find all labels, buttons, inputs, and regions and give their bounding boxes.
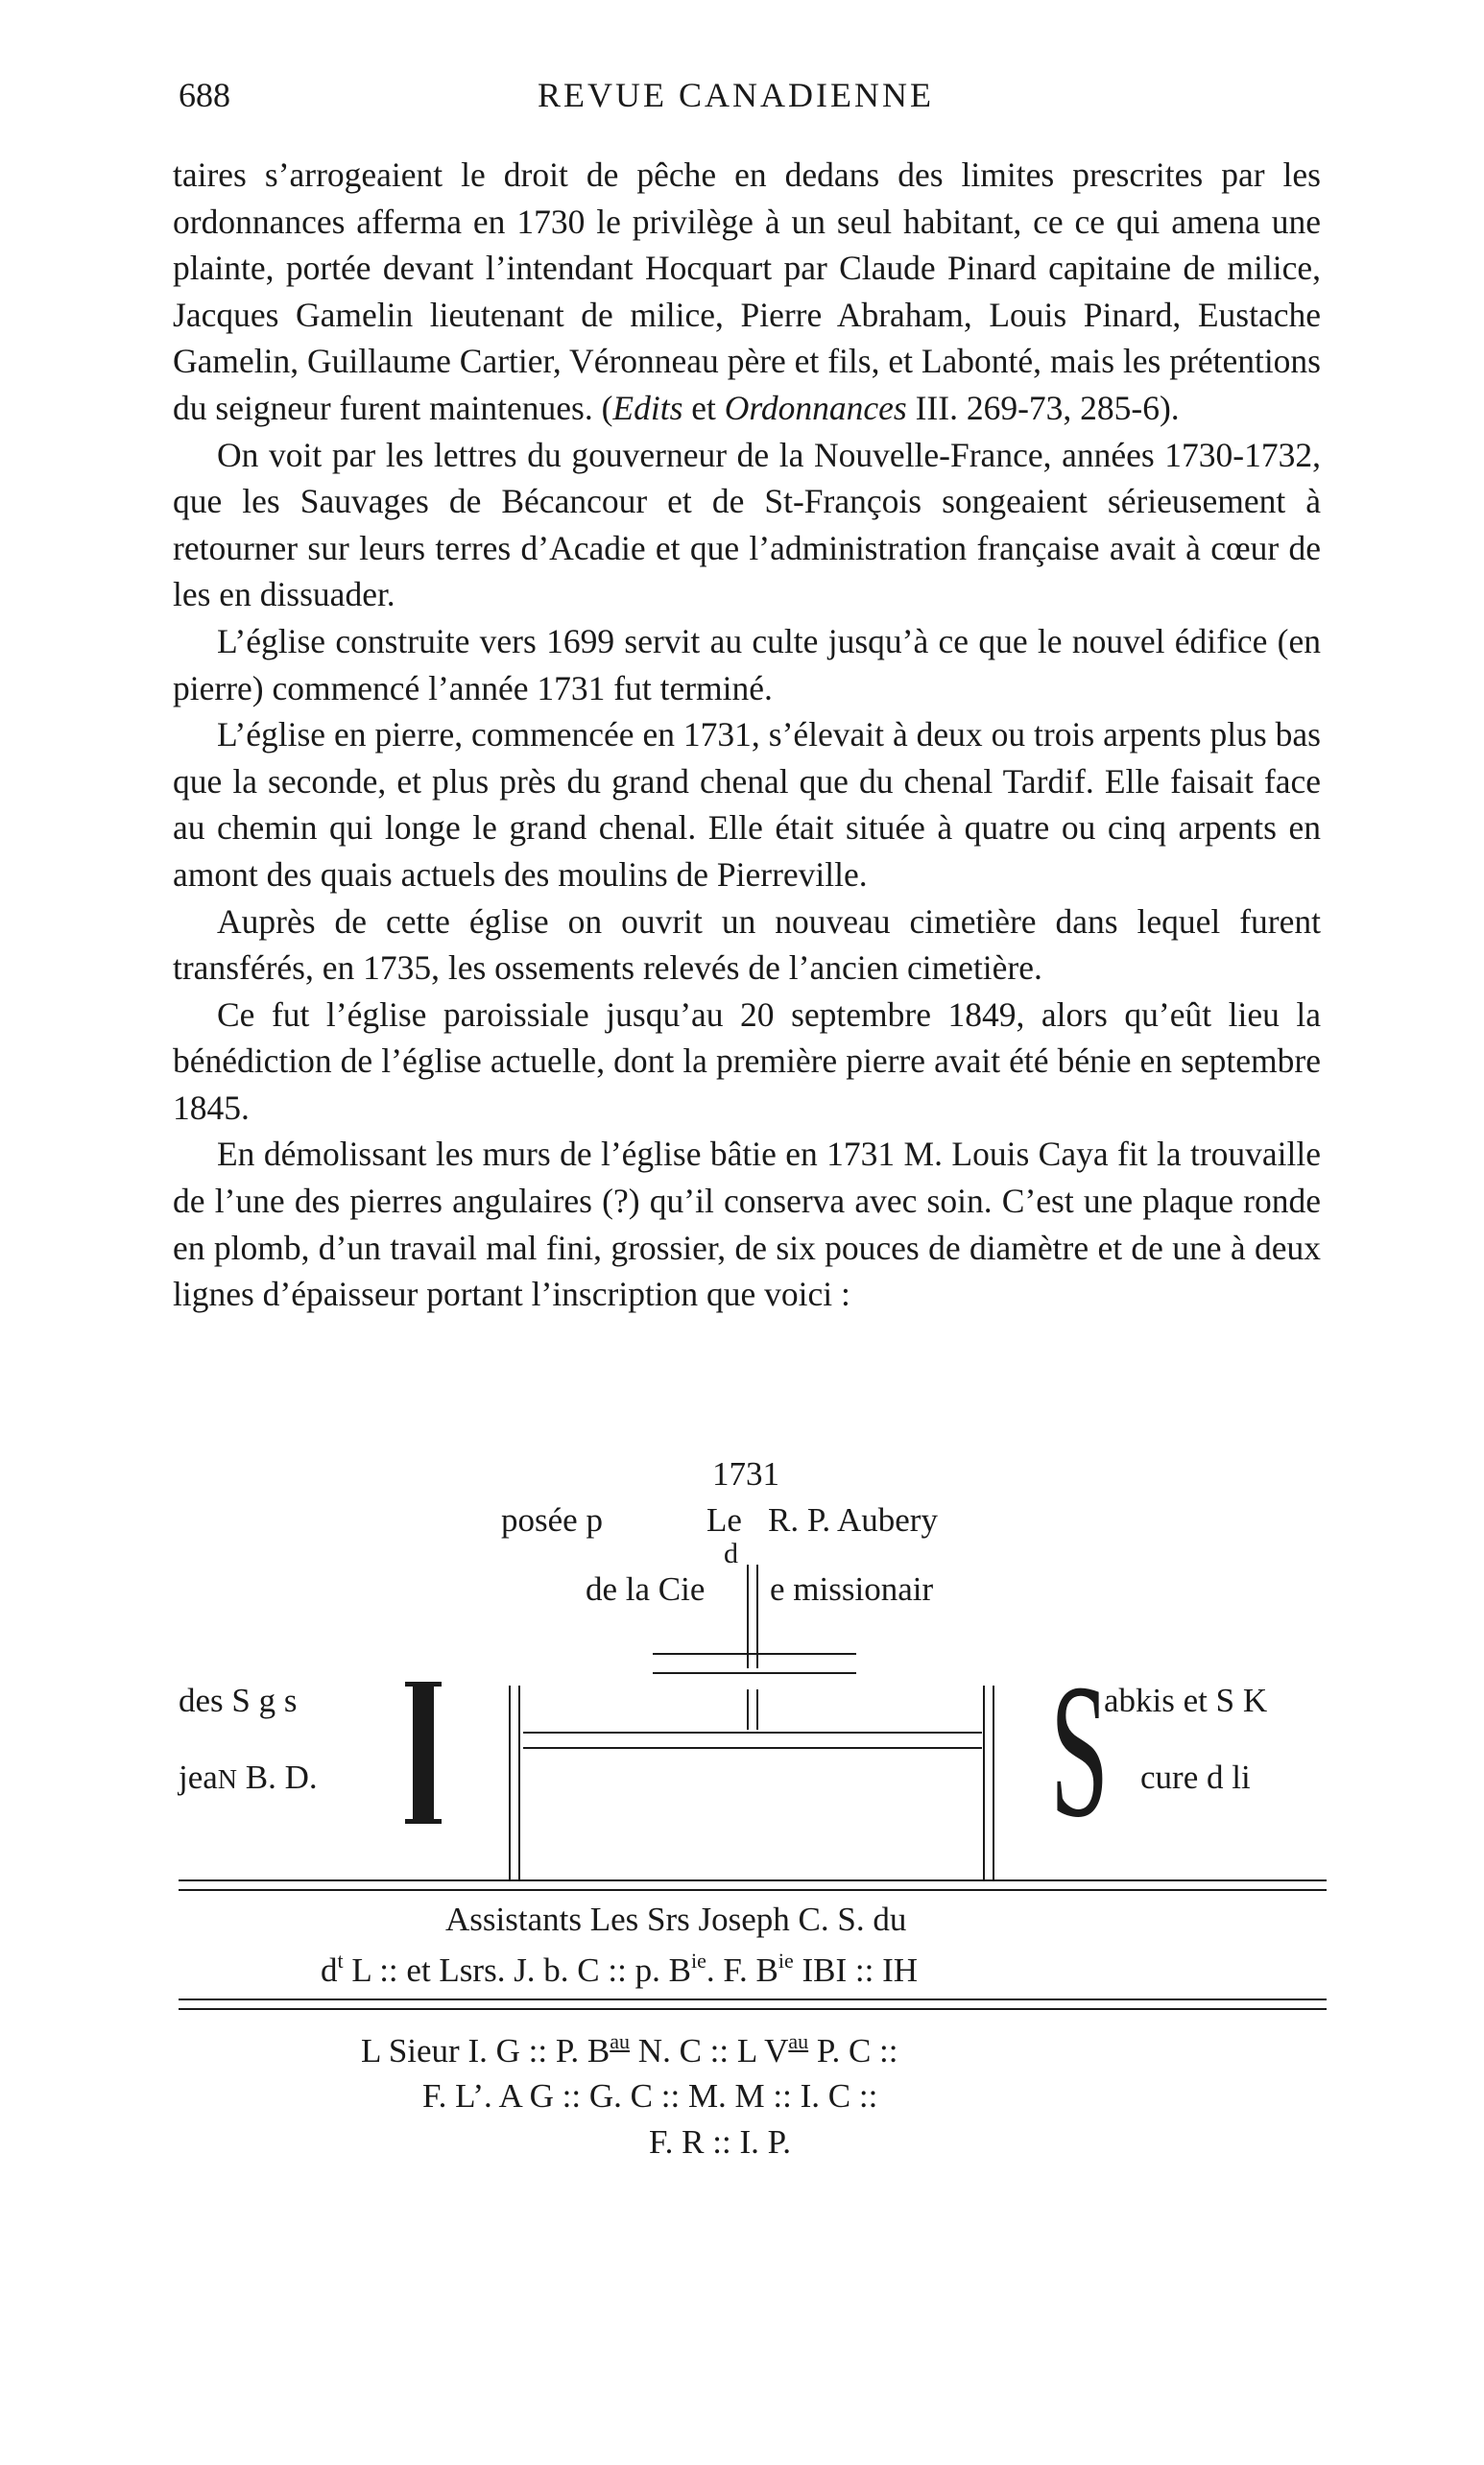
inscription-de-la-cie: de la Cie — [586, 1570, 706, 1608]
paragraph-1-mid: et — [682, 388, 725, 427]
paragraph-1-text: taires s’arrogeaient le droit de pêche en dedans des limites prescrites par les ordonnances afferma en 1730 le privilège à un seul habitant, ce ce qui amena une plainte, portée devant l’intendant Hocquart par Claude Pinard capitaine de milice, Jacques Gamelin lieutenant de milice, Pierre Abraham, Louis Pinard, Eustache Gamelin, Guillaume Cartier, Véronneau père et fils, et Labonté, mais les prétentions du seigneur furent maintenues. ( — [173, 156, 1321, 427]
inscription-line-2 — [321, 1949, 918, 1990]
frame-right-outer — [993, 1686, 994, 1879]
frame-left-outer — [509, 1686, 511, 1879]
inscription-d: d — [724, 1538, 738, 1569]
big-letter-s: S — [1050, 1645, 1110, 1857]
frame-left-inner — [518, 1686, 520, 1879]
inscription-line-4: F. L’. A G :: G. C :: M. M :: I. C :: — [422, 2077, 878, 2115]
paragraph-5: Auprès de cette église on ouvrit un nouveau cimetière dans lequel furent transférés, en 1735, les ossements relevés de l’ancien cimetière. — [173, 901, 1321, 988]
cross-stem-right — [756, 1689, 758, 1730]
frame-bar-top — [523, 1732, 982, 1734]
big-letter-i — [413, 1682, 434, 1824]
rule-2b — [179, 2008, 1327, 2010]
rule-1b — [179, 1889, 1327, 1891]
paragraph-3: L’église construite vers 1699 servit au culte jusqu’à ce que le nouvel édifice (en pierre) commencé l’année 1731 fut terminé. — [173, 621, 1321, 707]
jean-part-a: jea — [179, 1759, 218, 1796]
line2-sup-t: t — [337, 1949, 344, 1973]
line2-sup-ie-2: ie — [778, 1949, 794, 1973]
paragraph-1-end: III. 269-73, 285-6). — [906, 388, 1180, 427]
inscription-posee: posée p — [501, 1501, 603, 1539]
line2-sup-ie-1: ie — [690, 1949, 706, 1973]
line2-c: L :: et Lsrs. J. b. C :: p. B — [343, 1951, 691, 1989]
inscription-abkis: abkis et S K — [1104, 1682, 1268, 1719]
paragraph-7: En démolissant les murs de l’église bâtie en 1731 M. Louis Caya fit la trouvaille de l’une des pierres angulaires (?) qu’il conserva avec soin. C’est une plaque ronde en plomb, d’un travail mal fini, grossier, de six pouces de diamètre et de une à deux lignes d’épaisseur portant l’inscription que voici : — [173, 1135, 1321, 1314]
rule-1a — [179, 1879, 1327, 1881]
page-number: 688 — [179, 76, 230, 114]
inscription-missionair: e missionair — [770, 1570, 934, 1608]
line2-a: d — [321, 1951, 338, 1989]
line3-a: L Sieur I. G :: P. B — [361, 2032, 610, 2070]
paragraph-6: Ce fut l’église paroissiale jusqu’au 20 septembre 1849, alors qu’eût lieu la bénédiction de l’église actuelle, dont la première pierre avait été bénie en septembre 1845. — [173, 994, 1321, 1127]
line3-sup-au-2: au — [788, 2029, 809, 2053]
cross-bar-top — [653, 1653, 856, 1655]
inscription-aubery: R. P. Aubery — [768, 1501, 938, 1539]
cross-bar-bottom — [653, 1672, 856, 1674]
line3-e: P. C :: — [808, 2032, 898, 2070]
inscription-line-3 — [361, 2029, 898, 2070]
inscription-jean — [179, 1759, 318, 1797]
paragraph-2: On voit par les lettres du gouverneur de la Nouvelle-France, années 1730-1732, que les Sauvages de Bécancour et de St-François songeaient sérieusement à retourner sur leurs terres d’Acadie et que l’administration française avait à cœur de les en dissuader. — [173, 435, 1321, 614]
frame-right-inner — [983, 1686, 985, 1879]
jean-part-c: B. D. — [237, 1759, 318, 1796]
inscription-year: 1731 — [712, 1455, 779, 1493]
inscription-le: Le — [706, 1501, 742, 1539]
inscription-des-s: des S g s — [179, 1682, 298, 1719]
paragraph-4: L’église en pierre, commencée en 1731, s’élevait à deux ou trois arpents plus bas que la seconde, et plus près du grand chenal que du chenal Tardif. Elle faisait face au chemin qui longe le grand chenal. Elle était située à quatre ou cinq arpents en amont des quais actuels des moulins de Pierreville. — [173, 715, 1321, 894]
line3-sup-au-1: au — [610, 2029, 631, 2053]
rule-2a — [179, 1998, 1327, 2000]
line2-g: IBI :: IH — [793, 1951, 919, 1989]
running-title: REVUE CANADIENNE — [538, 76, 934, 114]
line3-c: N. C :: L V — [630, 2032, 789, 2070]
inscription-line-5: F. R :: I. P. — [649, 2123, 791, 2161]
cross-stem-left — [747, 1689, 749, 1730]
inscription-cure: cure d li — [1140, 1759, 1251, 1796]
frame-bar-bottom — [523, 1747, 982, 1749]
edits-title: Edits — [612, 388, 683, 427]
ordonnances-title: Ordonnances — [724, 388, 907, 427]
inscription-assistants: Assistants Les Srs Joseph C. S. du — [445, 1901, 907, 1938]
jean-part-b: N — [217, 1765, 238, 1795]
line2-e: . F. B — [706, 1951, 778, 1989]
